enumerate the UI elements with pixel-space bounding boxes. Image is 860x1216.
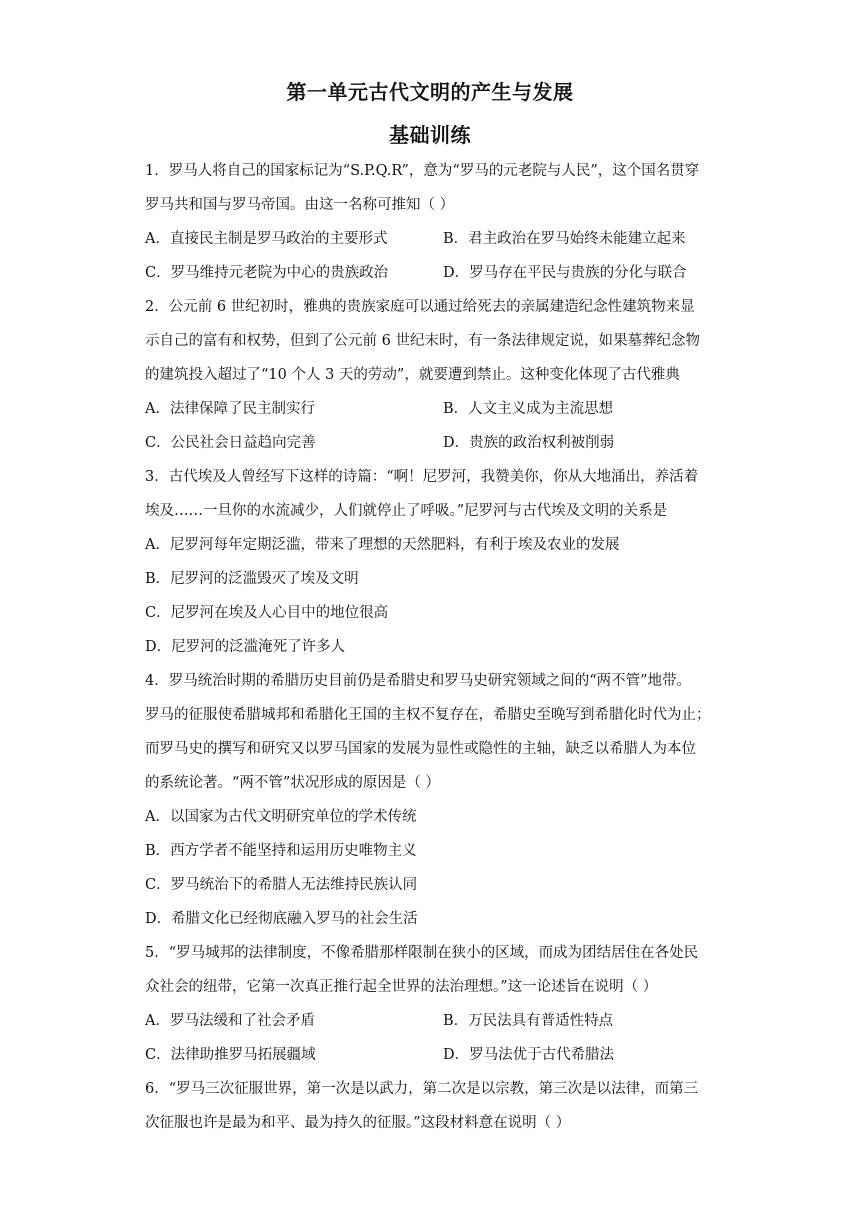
page-subtitle: 基础训练 bbox=[389, 123, 471, 147]
question-1-option-d: D．罗马存在平民与贵族的分化与联合 bbox=[443, 265, 687, 281]
question-4-stem-line-1: 4．罗马统治时期的希腊历史目前仍是希腊史和罗马史研究领域之间的“两不管”地带。 bbox=[145, 673, 692, 689]
question-2-option-a: A．法律保障了民主制实行 bbox=[145, 401, 315, 417]
question-5-option-c: C．法律助推罗马拓展疆域 bbox=[145, 1047, 316, 1063]
question-3-option-c: C．尼罗河在埃及人心目中的地位很高 bbox=[145, 605, 389, 621]
question-5-option-d: D．罗马法优于古代希腊法 bbox=[443, 1047, 615, 1063]
question-1-option-a: A．直接民主制是罗马政治的主要形式 bbox=[145, 231, 388, 247]
question-1-stem-line-2: 罗马共和国与罗马帝国。由这一名称可推知（ ） bbox=[145, 197, 455, 213]
question-5-option-b: B．万民法具有普适性特点 bbox=[443, 1013, 614, 1029]
question-5-stem-line-2: 众社会的纽带，它第一次真正推行起全世界的法治理想。”这一论述旨在说明（ ） bbox=[145, 979, 658, 995]
question-4-option-d: D．希腊文化已经彻底融入罗马的社会生活 bbox=[145, 911, 418, 927]
question-5-option-a: A．罗马法缓和了社会矛盾 bbox=[145, 1013, 315, 1029]
question-2-option-c: C．公民社会日益趋向完善 bbox=[145, 435, 316, 451]
question-2-stem-line-1: 2．公元前 6 世纪初时，雅典的贵族家庭可以通过给死去的亲属建造纪念性建筑物来显 bbox=[145, 299, 695, 315]
question-4-option-a: A．以国家为古代文明研究单位的学术传统 bbox=[145, 809, 417, 825]
question-2-stem-line-3: 的建筑投入超过了“10 个人 3 天的劳动”，就要遭到禁止。这种变化体现了古代雅典 bbox=[145, 367, 680, 383]
page-title: 第一单元古代文明的产生与发展 bbox=[286, 80, 574, 104]
question-6-stem-line-2: 次征服也许是最为和平、最为持久的征服。”这段材料意在说明（ ） bbox=[145, 1115, 571, 1131]
question-3-option-b: B．尼罗河的泛滥毁灭了埃及文明 bbox=[145, 571, 359, 587]
question-1-option-c: C．罗马维持元老院为中心的贵族政治 bbox=[145, 265, 389, 281]
question-3-stem-line-1: 3．古代埃及人曾经写下这样的诗篇：“啊！尼罗河，我赞美你，你从大地涌出，养活着 bbox=[145, 469, 699, 485]
question-3-stem-line-2: 埃及……一旦你的水流减少，人们就停止了呼吸。”尼罗河与古代埃及文明的关系是 bbox=[145, 503, 668, 519]
question-2-option-d: D．贵族的政治权利被削弱 bbox=[443, 435, 615, 451]
question-4-option-c: C．罗马统治下的希腊人无法维持民族认同 bbox=[145, 877, 418, 893]
question-2-option-b: B．人文主义成为主流思想 bbox=[443, 401, 614, 417]
question-4-option-b: B．西方学者不能坚持和运用历史唯物主义 bbox=[145, 843, 417, 859]
question-1-stem-line-1: 1．罗马人将自己的国家标记为“S.P.Q.R”，意为“罗马的元老院与人民”，这个国名贯穿 bbox=[145, 163, 700, 179]
question-2-stem-line-2: 示自己的富有和权势，但到了公元前 6 世纪末时，有一条法律规定说，如果墓葬纪念物 bbox=[145, 333, 700, 349]
question-4-stem-line-3: 而罗马史的撰写和研究又以罗马国家的发展为显性或隐性的主轴，缺乏以希腊人为本位 bbox=[145, 741, 696, 757]
question-3-option-a: A．尼罗河每年定期泛滥，带来了理想的天然肥料，有利于埃及农业的发展 bbox=[145, 537, 620, 553]
question-1-option-b: B．君主政治在罗马始终未能建立起来 bbox=[443, 231, 686, 247]
question-4-stem-line-2: 罗马的征服使希腊城邦和希腊化王国的主权不复存在，希腊史至晚写到希腊化时代为止； bbox=[145, 707, 711, 723]
question-6-stem-line-1: 6．“罗马三次征服世界，第一次是以武力，第二次是以宗教，第三次是以法律，而第三 bbox=[145, 1081, 699, 1097]
question-4-stem-line-4: 的系统论著。“两不管”状况形成的原因是（ ） bbox=[145, 775, 440, 791]
question-5-stem-line-1: 5．“罗马城邦的法律制度，不像希腊那样限制在狭小的区域，而成为团结居住在各处民 bbox=[145, 945, 699, 961]
question-3-option-d: D．尼罗河的泛滥淹死了许多人 bbox=[145, 639, 346, 655]
